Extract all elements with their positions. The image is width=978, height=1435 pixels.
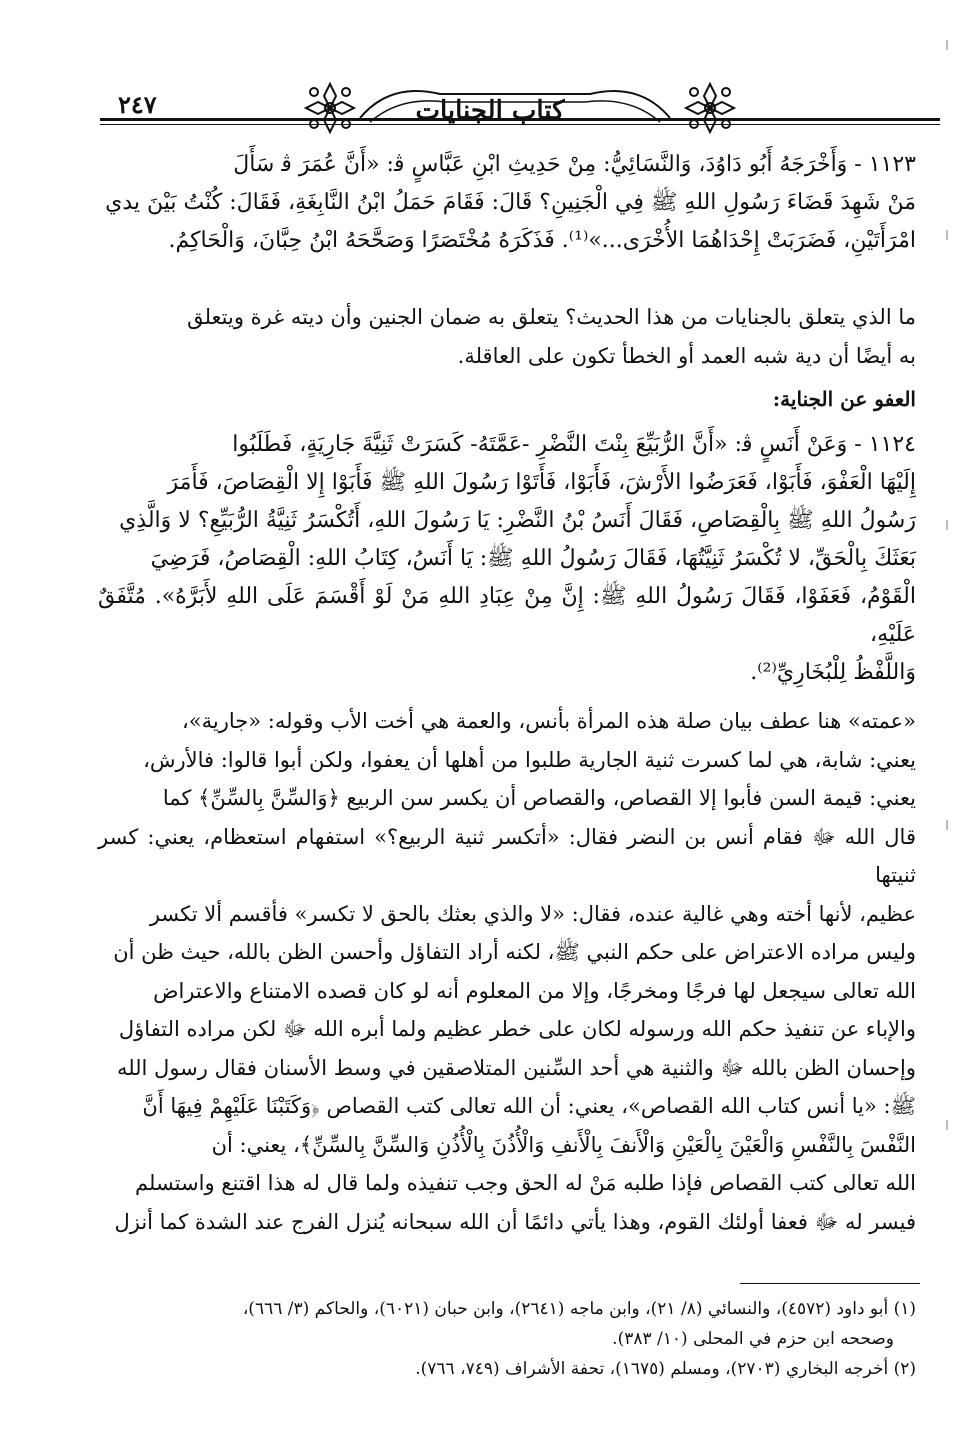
footnote-separator — [740, 1283, 920, 1284]
floral-ornament-right-icon — [682, 80, 738, 136]
footnotes — [98, 1294, 916, 1384]
commentary-line: الله تعالى سيجعل لها فرجًا ومخرجًا، وإلا من المعلوم أنه لو كان قصده الامتناع والاعتراض — [153, 978, 916, 1003]
commentary-line: الله تعالى كتب القصاص فإذا طلبه مَنْ له الحق وجب تنفيذه ولما قال له هذا اقتنع واستسلم — [135, 1171, 916, 1195]
commentary-line: يعني: قيمة السن فأبوا إلا القصاص، والقصاص أن يكسر سن الربيع ﴿وَالسِّنَّ بِالسِّنِّ﴾ كما — [162, 786, 916, 810]
hadith-1124 — [98, 426, 916, 692]
commentary-line: فيسر له ﷻ فعفا أولئك القوم، وهذا يأتي دائمًا أن الله سبحانه يُنزل الفرج عند الشدة كما أنزل — [114, 1209, 916, 1234]
margin-mark — [946, 520, 948, 530]
hadith-line: ١١٢٣ - وَأَخْرَجَهُ أَبُو دَاوُدَ، وَالنَّسَائِيُّ: مِنْ حَدِيثِ ابْنِ عَبَّاسٍ ﭬ: «أَنَّ عُمَرَ ﭬ سَأَلَ — [233, 152, 916, 177]
commentary-line: وإحسان الظن بالله ﷻ والثنية هي أحد السِّنين المتلاصقين في وسط الأسنان فقال رسول الله — [116, 1055, 916, 1080]
commentary-1124 — [98, 702, 916, 1241]
commentary-line: يعني: شابة، هي لما كسرت ثنية الجارية طلبوا من أهلها أن يعفوا، ولكن أبوا قالوا: فالأرش، — [143, 747, 916, 772]
hadith-line: امْرَأَتَيْنِ، فَضَرَبَتْ إِحْدَاهُمَا الأُخْرَى...»⁽¹⁾. فَذَكَرَهُ مُخْتَصَرًا وَصَحَّحَهُ ابْنُ حِبَّانَ، وَالْحَاكِمُ. — [168, 228, 916, 253]
commentary-line: به أيضًا أن دية شبه العمد أو الخطأ تكون على العاقلة. — [457, 343, 916, 368]
book-title: كتاب الجنايات — [415, 96, 565, 126]
hadith-line: بَعَثَكَ بِالْحَقِّ، لا تُكْسَرُ ثَنِيَّتُهَا، فَقَالَ رَسُولُ اللهِ ﷺ: يَا أَنَسُ، كِتَابُ اللهِ: الْقِصَاصُ، فَرَضِيَ — [150, 546, 916, 571]
margin-mark — [946, 1120, 948, 1130]
hadith-line: إِلَيْهَا الْعَفْوَ، فَأَبَوْا، فَعَرَضُوا الأَرْشَ، فَأَبَوْا، فَأَتَوْا رَسُولَ اللهِ ﷺ فَأَبَوْا إِلا الْقِصَاصَ، فَأَمَرَ — [167, 470, 916, 495]
commentary-line: «عمته» هنا عطف بيان صلة هذه المرأة بأنس، والعمة هي أخت الأب وقوله: «جارية»، — [182, 709, 916, 733]
hadith-line: مَنْ شَهِدَ قَضَاءَ رَسُولِ اللهِ ﷺ فِي الْجَنِينِ؟ قَالَ: فَقَامَ حَمَلُ ابْنُ النَّابِغَةِ، فَقَالَ: كُنْتُ بَيْنَ يدي — [105, 190, 916, 215]
commentary-line: عظيم، لأنها أخته وهي غالية عنده، فقال: «لا والذي بعثك بالحق لا تكسر» فأقسم ألا تكسر — [149, 901, 916, 926]
footnote-1-line-2: وصححه ابن حزم في المحلى (١٠/ ٣٨٣). — [612, 1329, 894, 1349]
hadith-line: رَسُولُ اللهِ ﷺ بِالْقِصَاصِ، فَقَالَ أَنَسُ بْنُ النَّضْرِ: يَا رَسُولَ اللهِ، أَتُكْسَرُ ثَنِيَّةُ الرُّبَيِّعِ؟ لا وَالَّذِي — [119, 508, 916, 533]
footnote-2: (٢) أخرجه البخاري (٢٧٠٣)، ومسلم (١٦٧٥)، تحفة الأشراف (٧٤٩، ٧٦٦). — [415, 1359, 916, 1379]
commentary-line: ﷺ: «يا أنس كتاب الله القصاص»، يعني: أن الله تعالى كتب القصاص ﴿وَكَتَبْنَا عَلَيْهِمْ فِيهَا أَنَّ — [142, 1094, 916, 1118]
margin-mark — [946, 230, 948, 240]
hadith-line: الْقَوْمُ، فَعَفَوْا، فَقَالَ رَسُولُ اللهِ ﷺ: إِنَّ مِنْ عِبَادِ اللهِ مَنْ لَوْ أَقْسَمَ عَلَى اللهِ لأَبَرَّهُ». مُتَّفَقٌ عَلَيْهِ، — [98, 584, 916, 647]
page-number: ٢٤٧ — [118, 90, 157, 119]
hadith-line: وَاللَّفْظُ لِلْبُخَارِيِّ⁽²⁾. — [750, 660, 916, 685]
commentary-1123 — [98, 298, 916, 375]
hadith-line: ١١٢٤ - وَعَنْ أَنَسٍ ﭬ: «أَنَّ الرُّبَيِّعَ بِنْتَ النَّضْرِ -عَمَّتَهُ- كَسَرَتْ ثَنِيَّةَ جَارِيَةٍ، فَطَلَبُوا — [232, 432, 916, 457]
commentary-line: قال الله ﷻ فقام أنس بن النضر فقال: «أتكسر ثنية الربيع؟» استفهام استعظام، يعني: كسر ثنيتها — [98, 824, 916, 887]
commentary-line: ما الذي يتعلق بالجنايات من هذا الحديث؟ يتعلق به ضمان الجنين وأن ديته غرة ويتعلق — [187, 305, 916, 329]
floral-ornament-left-icon — [302, 80, 358, 136]
margin-mark — [946, 40, 948, 50]
margin-mark — [946, 820, 948, 830]
commentary-line: النَّفْسَ بِالنَّفْسِ وَالْعَيْنَ بِالْعَيْنِ وَالْأَنفَ بِالْأَنفِ وَالْأُذُنَ بِالْأُذُنِ وَالسِّنَّ بِالسِّنِّ﴾، يعني: أن — [211, 1132, 916, 1157]
hadith-1123 — [98, 146, 916, 260]
footnote-1-line-1: (١) أبو داود (٤٥٧٢)، والنسائي (٨/ ٢١)، وابن ماجه (٢٦٤١)، وابن حبان (٦٠٢١)، والحاكم (٣/ ٦٦٦)، — [242, 1299, 916, 1319]
commentary-line: والإباء عن تنفيذ حكم الله ورسوله لكان على خطر عظيم ولما أبره الله ﷻ لكن مراده التفاؤل — [118, 1017, 916, 1041]
section-title: العفو عن الجناية: — [772, 387, 916, 411]
commentary-line: وليس مراده الاعتراض على حكم النبي ﷺ، لكنه أراد التفاؤل وأحسن الظن بالله، حيث ظن أن — [113, 940, 916, 964]
